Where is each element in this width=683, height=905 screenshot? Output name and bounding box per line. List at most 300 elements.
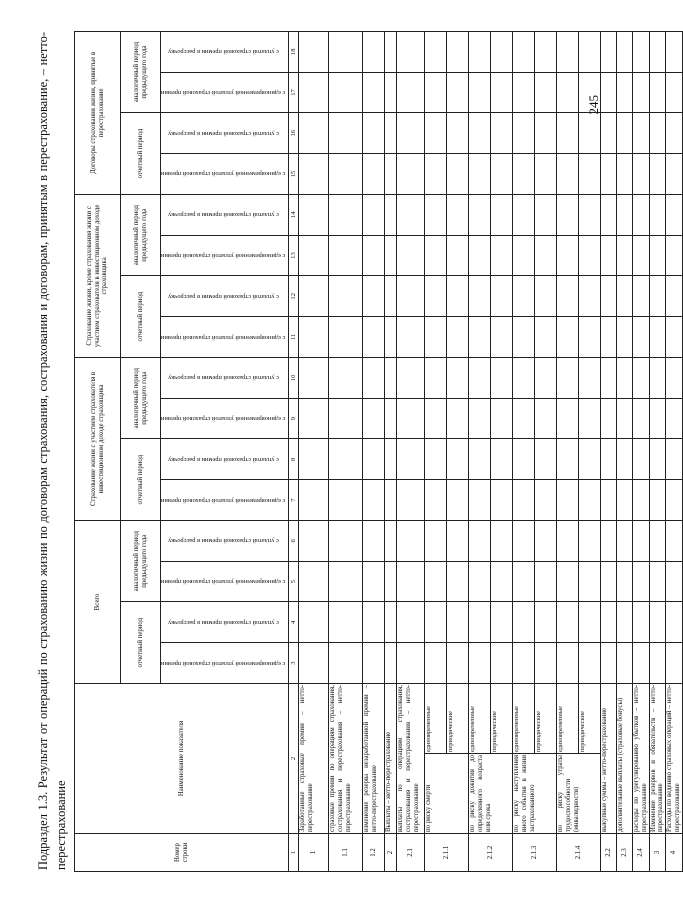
value-cell[interactable] [491,561,513,602]
value-cell[interactable] [649,113,666,154]
value-cell[interactable] [535,643,557,684]
value-cell[interactable] [425,520,447,561]
value-cell[interactable] [447,317,469,358]
value-cell[interactable] [447,357,469,398]
value-cell[interactable] [579,398,601,439]
value-cell[interactable] [363,602,385,643]
value-cell[interactable] [469,520,491,561]
value-cell[interactable] [363,154,385,195]
value-cell[interactable] [425,439,447,480]
value-cell[interactable] [491,398,513,439]
value-cell[interactable] [579,154,601,195]
value-cell[interactable] [425,561,447,602]
value-cell[interactable] [385,398,397,439]
value-cell[interactable] [557,357,579,398]
value-cell[interactable] [491,357,513,398]
value-cell[interactable] [601,520,617,561]
value-cell[interactable] [363,235,385,276]
value-cell[interactable] [425,398,447,439]
value-cell[interactable] [535,439,557,480]
value-cell[interactable] [633,276,650,317]
value-cell[interactable] [299,31,329,72]
value-cell[interactable] [299,643,329,684]
value-cell[interactable] [447,439,469,480]
value-cell[interactable] [513,398,535,439]
value-cell[interactable] [329,113,363,154]
value-cell[interactable] [425,72,447,113]
value-cell[interactable] [601,643,617,684]
value-cell[interactable] [535,31,557,72]
value-cell[interactable] [601,72,617,113]
value-cell[interactable] [666,520,683,561]
value-cell[interactable] [363,72,385,113]
value-cell[interactable] [617,235,633,276]
value-cell[interactable] [633,520,650,561]
value-cell[interactable] [633,72,650,113]
value-cell[interactable] [425,276,447,317]
value-cell[interactable] [601,276,617,317]
value-cell[interactable] [557,520,579,561]
value-cell[interactable] [397,276,425,317]
value-cell[interactable] [397,439,425,480]
value-cell[interactable] [649,398,666,439]
value-cell[interactable] [633,113,650,154]
value-cell[interactable] [649,31,666,72]
value-cell[interactable] [666,154,683,195]
value-cell[interactable] [447,235,469,276]
value-cell[interactable] [557,235,579,276]
value-cell[interactable] [491,235,513,276]
value-cell[interactable] [557,602,579,643]
value-cell[interactable] [299,276,329,317]
value-cell[interactable] [535,520,557,561]
value-cell[interactable] [491,643,513,684]
value-cell[interactable] [299,154,329,195]
value-cell[interactable] [649,643,666,684]
value-cell[interactable] [601,602,617,643]
value-cell[interactable] [601,317,617,358]
value-cell[interactable] [666,235,683,276]
value-cell[interactable] [557,72,579,113]
value-cell[interactable] [363,194,385,235]
value-cell[interactable] [491,276,513,317]
value-cell[interactable] [535,357,557,398]
value-cell[interactable] [363,480,385,521]
value-cell[interactable] [557,480,579,521]
value-cell[interactable] [425,113,447,154]
value-cell[interactable] [491,113,513,154]
value-cell[interactable] [649,439,666,480]
value-cell[interactable] [535,398,557,439]
value-cell[interactable] [617,561,633,602]
value-cell[interactable] [425,357,447,398]
value-cell[interactable] [617,520,633,561]
value-cell[interactable] [385,72,397,113]
header-payment-type-label: с единовременной уплатой страховой премии [161,252,286,260]
value-cell[interactable] [617,317,633,358]
value-cell[interactable] [633,317,650,358]
value-cell[interactable] [535,235,557,276]
value-cell[interactable] [666,276,683,317]
value-cell[interactable] [363,439,385,480]
value-cell[interactable] [579,439,601,480]
value-cell[interactable] [447,194,469,235]
value-cell[interactable] [601,561,617,602]
value-cell[interactable] [329,520,363,561]
value-cell[interactable] [329,439,363,480]
value-cell[interactable] [397,72,425,113]
value-cell[interactable] [535,194,557,235]
value-cell[interactable] [425,194,447,235]
value-cell[interactable] [329,276,363,317]
value-cell[interactable] [617,276,633,317]
value-cell[interactable] [469,235,491,276]
value-cell[interactable] [633,643,650,684]
value-cell[interactable] [397,357,425,398]
value-cell[interactable] [469,113,491,154]
value-cell[interactable] [491,31,513,72]
value-cell[interactable] [469,276,491,317]
value-cell[interactable] [385,643,397,684]
value-cell[interactable] [557,31,579,72]
value-cell[interactable] [633,561,650,602]
value-cell[interactable] [666,480,683,521]
value-cell[interactable] [491,480,513,521]
value-cell[interactable] [469,194,491,235]
value-cell[interactable] [329,154,363,195]
value-cell[interactable] [329,602,363,643]
value-cell[interactable] [649,357,666,398]
value-cell[interactable] [579,194,601,235]
value-cell[interactable] [363,561,385,602]
value-cell[interactable] [469,357,491,398]
value-cell[interactable] [513,235,535,276]
value-cell[interactable] [513,602,535,643]
value-cell[interactable] [397,31,425,72]
value-cell[interactable] [385,602,397,643]
value-cell[interactable] [363,113,385,154]
value-cell[interactable] [397,643,425,684]
value-cell[interactable] [397,194,425,235]
value-cell[interactable] [329,643,363,684]
value-cell[interactable] [513,520,535,561]
value-cell[interactable] [601,357,617,398]
value-cell[interactable] [447,31,469,72]
value-cell[interactable] [513,357,535,398]
value-cell[interactable] [363,31,385,72]
value-cell[interactable] [469,439,491,480]
value-cell[interactable] [633,235,650,276]
value-cell[interactable] [633,31,650,72]
value-cell[interactable] [447,276,469,317]
value-cell[interactable] [649,561,666,602]
value-cell[interactable] [557,113,579,154]
value-cell[interactable] [469,72,491,113]
value-cell[interactable] [299,398,329,439]
value-cell[interactable] [491,72,513,113]
header-payment-type-label: с уплатой страховой премии в рассрочку [167,455,279,463]
value-cell[interactable] [579,317,601,358]
value-cell[interactable] [649,276,666,317]
value-cell[interactable] [579,113,601,154]
value-cell[interactable] [579,602,601,643]
value-cell[interactable] [513,154,535,195]
value-cell[interactable] [469,602,491,643]
value-cell[interactable] [329,194,363,235]
value-cell[interactable] [329,235,363,276]
value-cell[interactable] [469,398,491,439]
value-cell[interactable] [557,561,579,602]
value-cell[interactable] [469,317,491,358]
value-cell[interactable] [649,235,666,276]
value-cell[interactable] [385,276,397,317]
value-cell[interactable] [557,439,579,480]
value-cell[interactable] [447,154,469,195]
value-cell[interactable] [513,194,535,235]
value-cell[interactable] [617,357,633,398]
value-cell[interactable] [666,643,683,684]
value-cell[interactable] [666,31,683,72]
value-cell[interactable] [299,561,329,602]
value-cell[interactable] [299,194,329,235]
value-cell[interactable] [617,154,633,195]
value-cell[interactable] [513,439,535,480]
value-cell[interactable] [601,398,617,439]
value-cell[interactable] [299,520,329,561]
value-cell[interactable] [447,561,469,602]
value-cell[interactable] [363,520,385,561]
value-cell[interactable] [649,520,666,561]
value-cell[interactable] [397,154,425,195]
value-cell[interactable] [397,398,425,439]
value-cell[interactable] [649,602,666,643]
value-cell[interactable] [447,398,469,439]
value-cell[interactable] [491,439,513,480]
value-cell[interactable] [666,439,683,480]
value-cell[interactable] [425,480,447,521]
value-cell[interactable] [649,194,666,235]
value-cell[interactable] [469,480,491,521]
value-cell[interactable] [491,194,513,235]
value-cell[interactable] [329,317,363,358]
value-cell[interactable] [633,398,650,439]
value-cell[interactable] [633,154,650,195]
value-cell[interactable] [363,357,385,398]
value-cell[interactable] [666,194,683,235]
page-number: 245 [586,95,601,115]
value-cell[interactable] [299,113,329,154]
value-cell[interactable] [385,194,397,235]
value-cell[interactable] [513,643,535,684]
value-cell[interactable] [363,317,385,358]
header-lump-sum-premium [161,398,289,439]
value-cell[interactable] [385,235,397,276]
value-cell[interactable] [601,480,617,521]
value-cell[interactable] [329,561,363,602]
value-cell[interactable] [363,398,385,439]
report-table [74,31,683,872]
value-cell[interactable] [649,317,666,358]
value-cell[interactable] [329,31,363,72]
value-cell[interactable] [363,643,385,684]
value-cell[interactable] [385,113,397,154]
value-cell[interactable] [579,72,601,113]
header-installment-premium [161,520,289,561]
value-cell[interactable] [579,276,601,317]
value-cell[interactable] [666,602,683,643]
value-cell[interactable] [666,398,683,439]
value-cell[interactable] [385,520,397,561]
value-cell[interactable] [397,317,425,358]
value-cell[interactable] [666,72,683,113]
value-cell[interactable] [617,439,633,480]
value-cell[interactable] [535,480,557,521]
value-cell[interactable] [617,194,633,235]
value-cell[interactable] [579,235,601,276]
value-cell[interactable] [513,561,535,602]
value-cell[interactable] [385,480,397,521]
value-cell[interactable] [557,398,579,439]
value-cell[interactable] [299,439,329,480]
value-cell[interactable] [601,194,617,235]
value-cell[interactable] [535,602,557,643]
header-installment-premium [161,357,289,398]
value-cell[interactable] [601,235,617,276]
value-cell[interactable] [579,357,601,398]
value-cell[interactable] [633,194,650,235]
value-cell[interactable] [299,317,329,358]
value-cell[interactable] [617,398,633,439]
value-cell[interactable] [633,357,650,398]
value-cell[interactable] [617,643,633,684]
value-cell[interactable] [513,317,535,358]
value-cell[interactable] [513,276,535,317]
value-cell[interactable] [535,113,557,154]
value-cell[interactable] [513,480,535,521]
value-cell[interactable] [535,72,557,113]
value-cell[interactable] [397,113,425,154]
value-cell[interactable] [385,439,397,480]
value-cell[interactable] [557,317,579,358]
value-cell[interactable] [557,154,579,195]
value-cell[interactable] [425,643,447,684]
value-cell[interactable] [491,317,513,358]
header-payment-type-label: с уплатой страховой премии в рассрочку [167,129,279,137]
value-cell[interactable] [666,317,683,358]
value-cell[interactable] [579,31,601,72]
value-cell[interactable] [649,154,666,195]
value-cell[interactable] [447,113,469,154]
value-cell[interactable] [579,480,601,521]
value-cell[interactable] [535,561,557,602]
row-code: 2.1 [397,834,425,872]
value-cell[interactable] [329,72,363,113]
value-cell[interactable] [513,72,535,113]
value-cell[interactable] [617,602,633,643]
value-cell[interactable] [535,317,557,358]
value-cell[interactable] [385,561,397,602]
value-cell[interactable] [601,113,617,154]
value-cell[interactable] [513,113,535,154]
header-payment-type-label: с единовременной уплатой страховой премии [161,578,286,586]
value-cell[interactable] [579,520,601,561]
value-cell[interactable] [299,480,329,521]
value-cell[interactable] [299,602,329,643]
value-cell[interactable] [447,602,469,643]
value-cell[interactable] [557,643,579,684]
value-cell[interactable] [579,643,601,684]
value-cell[interactable] [601,439,617,480]
value-cell[interactable] [397,235,425,276]
value-cell[interactable] [617,113,633,154]
value-cell[interactable] [385,317,397,358]
value-cell[interactable] [535,276,557,317]
value-cell[interactable] [469,154,491,195]
value-cell[interactable] [666,357,683,398]
value-cell[interactable] [666,561,683,602]
value-cell[interactable] [469,31,491,72]
value-cell[interactable] [666,113,683,154]
value-cell[interactable] [425,31,447,72]
value-cell[interactable] [397,602,425,643]
value-cell[interactable] [649,480,666,521]
value-cell[interactable] [447,72,469,113]
value-cell[interactable] [447,643,469,684]
value-cell[interactable] [425,235,447,276]
value-cell[interactable] [601,31,617,72]
value-cell[interactable] [469,643,491,684]
value-cell[interactable] [385,154,397,195]
value-cell[interactable] [425,317,447,358]
value-cell[interactable] [557,276,579,317]
value-cell[interactable] [633,602,650,643]
column-number: 7 [289,480,299,521]
value-cell[interactable] [633,480,650,521]
value-cell[interactable] [385,357,397,398]
value-cell[interactable] [513,31,535,72]
value-cell[interactable] [557,194,579,235]
value-cell[interactable] [617,31,633,72]
value-cell[interactable] [397,561,425,602]
value-cell[interactable] [579,561,601,602]
value-cell[interactable] [447,520,469,561]
value-cell[interactable] [329,480,363,521]
value-cell[interactable] [633,439,650,480]
value-cell[interactable] [447,480,469,521]
value-cell[interactable] [469,561,491,602]
value-cell[interactable] [491,154,513,195]
value-cell[interactable] [397,480,425,521]
table-row [649,31,666,871]
value-cell[interactable] [649,72,666,113]
value-cell[interactable] [535,154,557,195]
value-cell[interactable] [385,31,397,72]
value-cell[interactable] [299,72,329,113]
value-cell[interactable] [617,480,633,521]
value-cell[interactable] [363,276,385,317]
value-cell[interactable] [299,357,329,398]
value-cell[interactable] [425,602,447,643]
value-cell[interactable] [329,398,363,439]
value-cell[interactable] [299,235,329,276]
value-cell[interactable] [329,357,363,398]
value-cell[interactable] [491,602,513,643]
value-cell[interactable] [491,520,513,561]
value-cell[interactable] [397,520,425,561]
value-cell[interactable] [425,154,447,195]
value-cell[interactable] [601,154,617,195]
value-cell[interactable] [617,72,633,113]
